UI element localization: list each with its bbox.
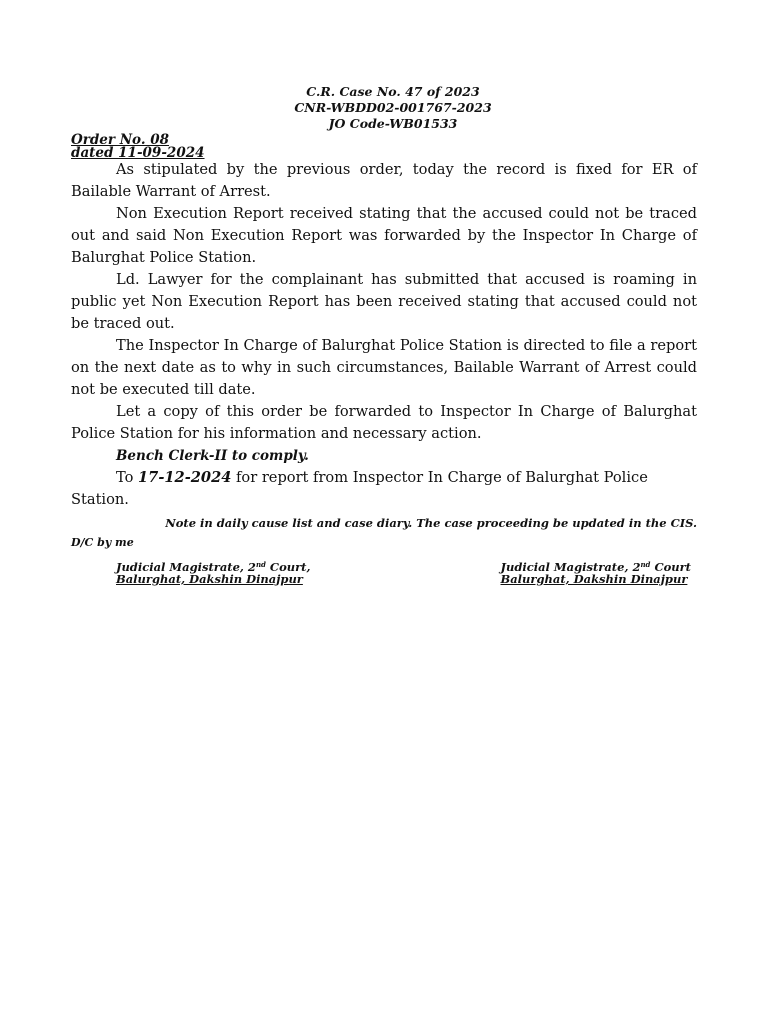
cnr-number: CNR-WBDD02-001767-2023	[294, 100, 492, 115]
order-sheet	[71, 84, 697, 593]
next-date-prefix: To	[116, 469, 134, 486]
bench-clerk-instruction: Bench Clerk-II to comply.	[116, 448, 309, 464]
signature-right	[501, 559, 691, 585]
order-paragraph: Let a copy of this order be forwarded to Inspector In Charge of Balurghat Police Station for his information and necessary action.	[71, 403, 697, 442]
order-number: Order No. 08	[71, 132, 170, 148]
signature-title: Judicial Magistrate, 2nd Court,	[116, 560, 311, 574]
case-header	[71, 84, 697, 132]
order-paragraph: Ld. Lawyer for the complainant has submitted that accused is roaming in public yet Non Execution Report has been received stating that accused could not be traced out.	[71, 271, 697, 332]
case-number: C.R. Case No. 47 of 2023	[306, 84, 480, 99]
next-date-purpose: for report from Inspector In Charge of Balurghat Police Station.	[71, 469, 648, 508]
next-date-line	[71, 467, 697, 511]
next-date: 17-12-2024	[138, 469, 232, 486]
order-paragraph: Non Execution Report received stating that the accused could not be traced out and said Non Execution Report was forwarded by the Inspector In Charge of Balurghat Police Station.	[71, 205, 697, 266]
signature-place: Balurghat, Dakshin Dinajpur	[116, 572, 303, 586]
cause-list-note: Note in daily cause list and case diary. The case proceeding be updated in the CIS.	[165, 516, 697, 530]
order-date: dated 11-09-2024	[71, 145, 205, 161]
jo-code: JO Code-WB01533	[328, 116, 458, 131]
signature-place: Balurghat, Dakshin Dinajpur	[500, 572, 688, 586]
signature-left	[116, 559, 310, 585]
signature-block	[71, 559, 697, 593]
order-heading	[71, 134, 697, 160]
signature-title: Judicial Magistrate, 2nd Court	[500, 560, 691, 574]
order-paragraph: As stipulated by the previous order, today the record is fixed for ER of Bailable Warrant of Arrest.	[71, 161, 697, 200]
order-paragraph: The Inspector In Charge of Balurghat Police Station is directed to file a report on the next date as to why in such circumstances, Bailable Warrant of Arrest could not be executed till date.	[71, 337, 697, 398]
dictation-note: D/C by me	[71, 536, 134, 549]
